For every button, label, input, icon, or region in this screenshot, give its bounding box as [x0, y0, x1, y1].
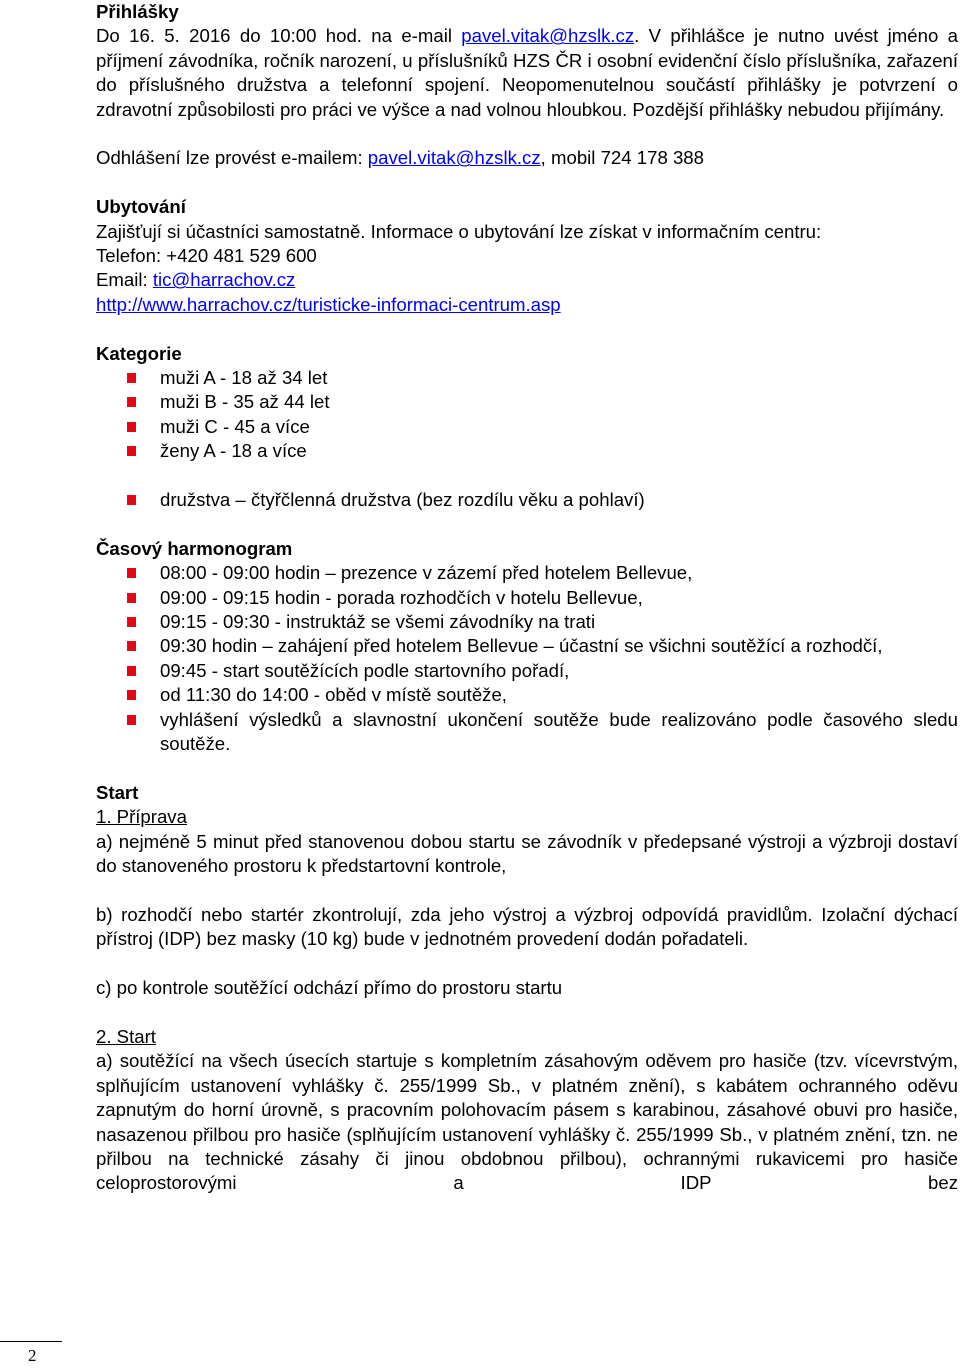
footer-divider: [0, 1341, 62, 1342]
tic-email-link[interactable]: tic@harrachov.cz: [152, 269, 296, 291]
list-item: 09:30 hodin – zahájení před hotelem Bellevue – účastní se všichni soutěžící a rozhodčí,: [96, 634, 958, 658]
email-label: Email:: [96, 269, 153, 291]
list-item: 09:45 - start soutěžících podle startovního pořadí,: [96, 659, 958, 683]
email-link[interactable]: pavel.vitak@hzslk.cz: [461, 25, 635, 47]
priprava-b: b) rozhodčí nebo startér zkontrolují, zda jeho výstroj a výzbroj odpovídá pravidlům. Izolační dýchací přístroj (IDP) bez masky (10 kg) bude v jednotném provedení dodán pořadateli.: [96, 903, 958, 950]
square-bullet-icon: [127, 666, 136, 676]
telefon-value: +420 481 529 600: [166, 245, 317, 267]
start-a: a) soutěžící na všech úsecích startuje s kompletním zásahovým oděvem pro hasiče (tzv. vícevrstvým, splňujícím ustanovení vyhlášky č. 255/1999 Sb., v platném znění), s kabátem ochranného oděvu zapnutým do horní úrovně, s pracovním polohovacím pásem s karabinou, zásahové obuvi pro hasiče, nasazenou přilbou pro hasiče (splňujícím ustanovení vyhlášky č. 255/1999 Sb., v platném znění, tzn. ne přilbou na technické zásahy či jinou obdobnou přilbou), ochrannými rukavicemi pro hasiče celoprostorovými a IDP bez: [96, 1050, 958, 1194]
list-item: muži A - 18 až 34 let: [96, 366, 958, 390]
list-item: 09:00 - 09:15 hodin - porada rozhodčích v hotelu Bellevue,: [96, 586, 958, 610]
harrachov-url-link[interactable]: http://www.harrachov.cz/turisticke-informaci-centrum.asp: [96, 293, 561, 315]
priprava-a: a) nejméně 5 minut před stanovenou dobou startu se závodník v předepsané výstroji a výzbroji dostaví do stanoveného prostoru k předstartovní kontrole,: [96, 830, 958, 877]
document-page: [96, 0, 958, 1196]
ubytovani-url: [96, 293, 958, 317]
list-item: od 11:30 do 14:00 - oběd v místě soutěže,: [96, 683, 958, 707]
telefon-label: Telefon:: [96, 245, 167, 267]
section-heading-start: Start: [96, 781, 139, 803]
list-item: 08:00 - 09:00 hodin – prezence v zázemí před hotelem Bellevue,: [96, 561, 958, 585]
ubytovani-telefon: [96, 244, 958, 268]
odhlaseni-text-post: , mobil 724 178 388: [540, 147, 704, 169]
prihlasky-text-pre: Do 16. 5. 2016 do 10:00 hod. na e-mail: [96, 25, 462, 47]
kategorie-team-list: [96, 488, 958, 512]
list-item: muži B - 35 až 44 let: [96, 390, 958, 414]
square-bullet-icon: [127, 593, 136, 603]
odhlaseni-text-pre: Odhlášení lze provést e-mailem:: [96, 147, 368, 169]
square-bullet-icon: [127, 495, 136, 505]
square-bullet-icon: [127, 715, 136, 725]
list-item: družstva – čtyřčlenná družstva (bez rozdílu věku a pohlaví): [96, 488, 958, 512]
prihlasky-paragraph: [96, 24, 958, 122]
prihlasky-text-post: . V přihlášce je nutno uvést jméno a příjmení závodníka, ročník narození, u příslušníků HZS ČR i osobní evidenční číslo příslušníka, zařazení do příslušného družstva a telefonní spojení. Neopomenutelnou součástí přihlášky je potvrzení o zdravotní způsobilosti pro práci ve výšce a nad volnou hloubkou. Pozdější přihlášky nebudou přijímány.: [96, 25, 958, 120]
odhlaseni-email-link[interactable]: pavel.vitak@hzslk.cz: [367, 147, 541, 169]
harmonogram-list: [96, 561, 958, 756]
odhlaseni-paragraph: [96, 146, 958, 170]
section-heading-harmonogram: Časový harmonogram: [96, 537, 293, 559]
square-bullet-icon: [127, 690, 136, 700]
list-item: vyhlášení výsledků a slavnostní ukončení soutěže bude realizováno podle časového sledu soutěže.: [96, 708, 958, 757]
square-bullet-icon: [127, 446, 136, 456]
section-heading-kategorie: Kategorie: [96, 342, 182, 364]
kategorie-list: [96, 366, 958, 464]
subheading-start: 2. Start: [96, 1025, 156, 1047]
list-item: 09:15 - 09:30 - instruktáž se všemi závodníky na trati: [96, 610, 958, 634]
square-bullet-icon: [127, 422, 136, 432]
square-bullet-icon: [127, 641, 136, 651]
list-item: muži C - 45 a více: [96, 415, 958, 439]
section-heading-ubytovani: Ubytování: [96, 196, 186, 218]
square-bullet-icon: [127, 397, 136, 407]
square-bullet-icon: [127, 568, 136, 578]
section-heading-prihlasky: Přihlášky: [96, 1, 179, 22]
ubytovani-text: Zajišťují si účastníci samostatně. Informace o ubytování lze získat v informačním centru:: [96, 220, 822, 242]
page-number: 2: [28, 1346, 37, 1365]
priprava-c: c) po kontrole soutěžící odchází přímo do prostoru startu: [96, 977, 563, 999]
square-bullet-icon: [127, 373, 136, 383]
subheading-priprava: 1. Příprava: [96, 806, 187, 828]
ubytovani-email: [96, 268, 958, 292]
list-item: ženy A - 18 a více: [96, 439, 958, 463]
square-bullet-icon: [127, 617, 136, 627]
